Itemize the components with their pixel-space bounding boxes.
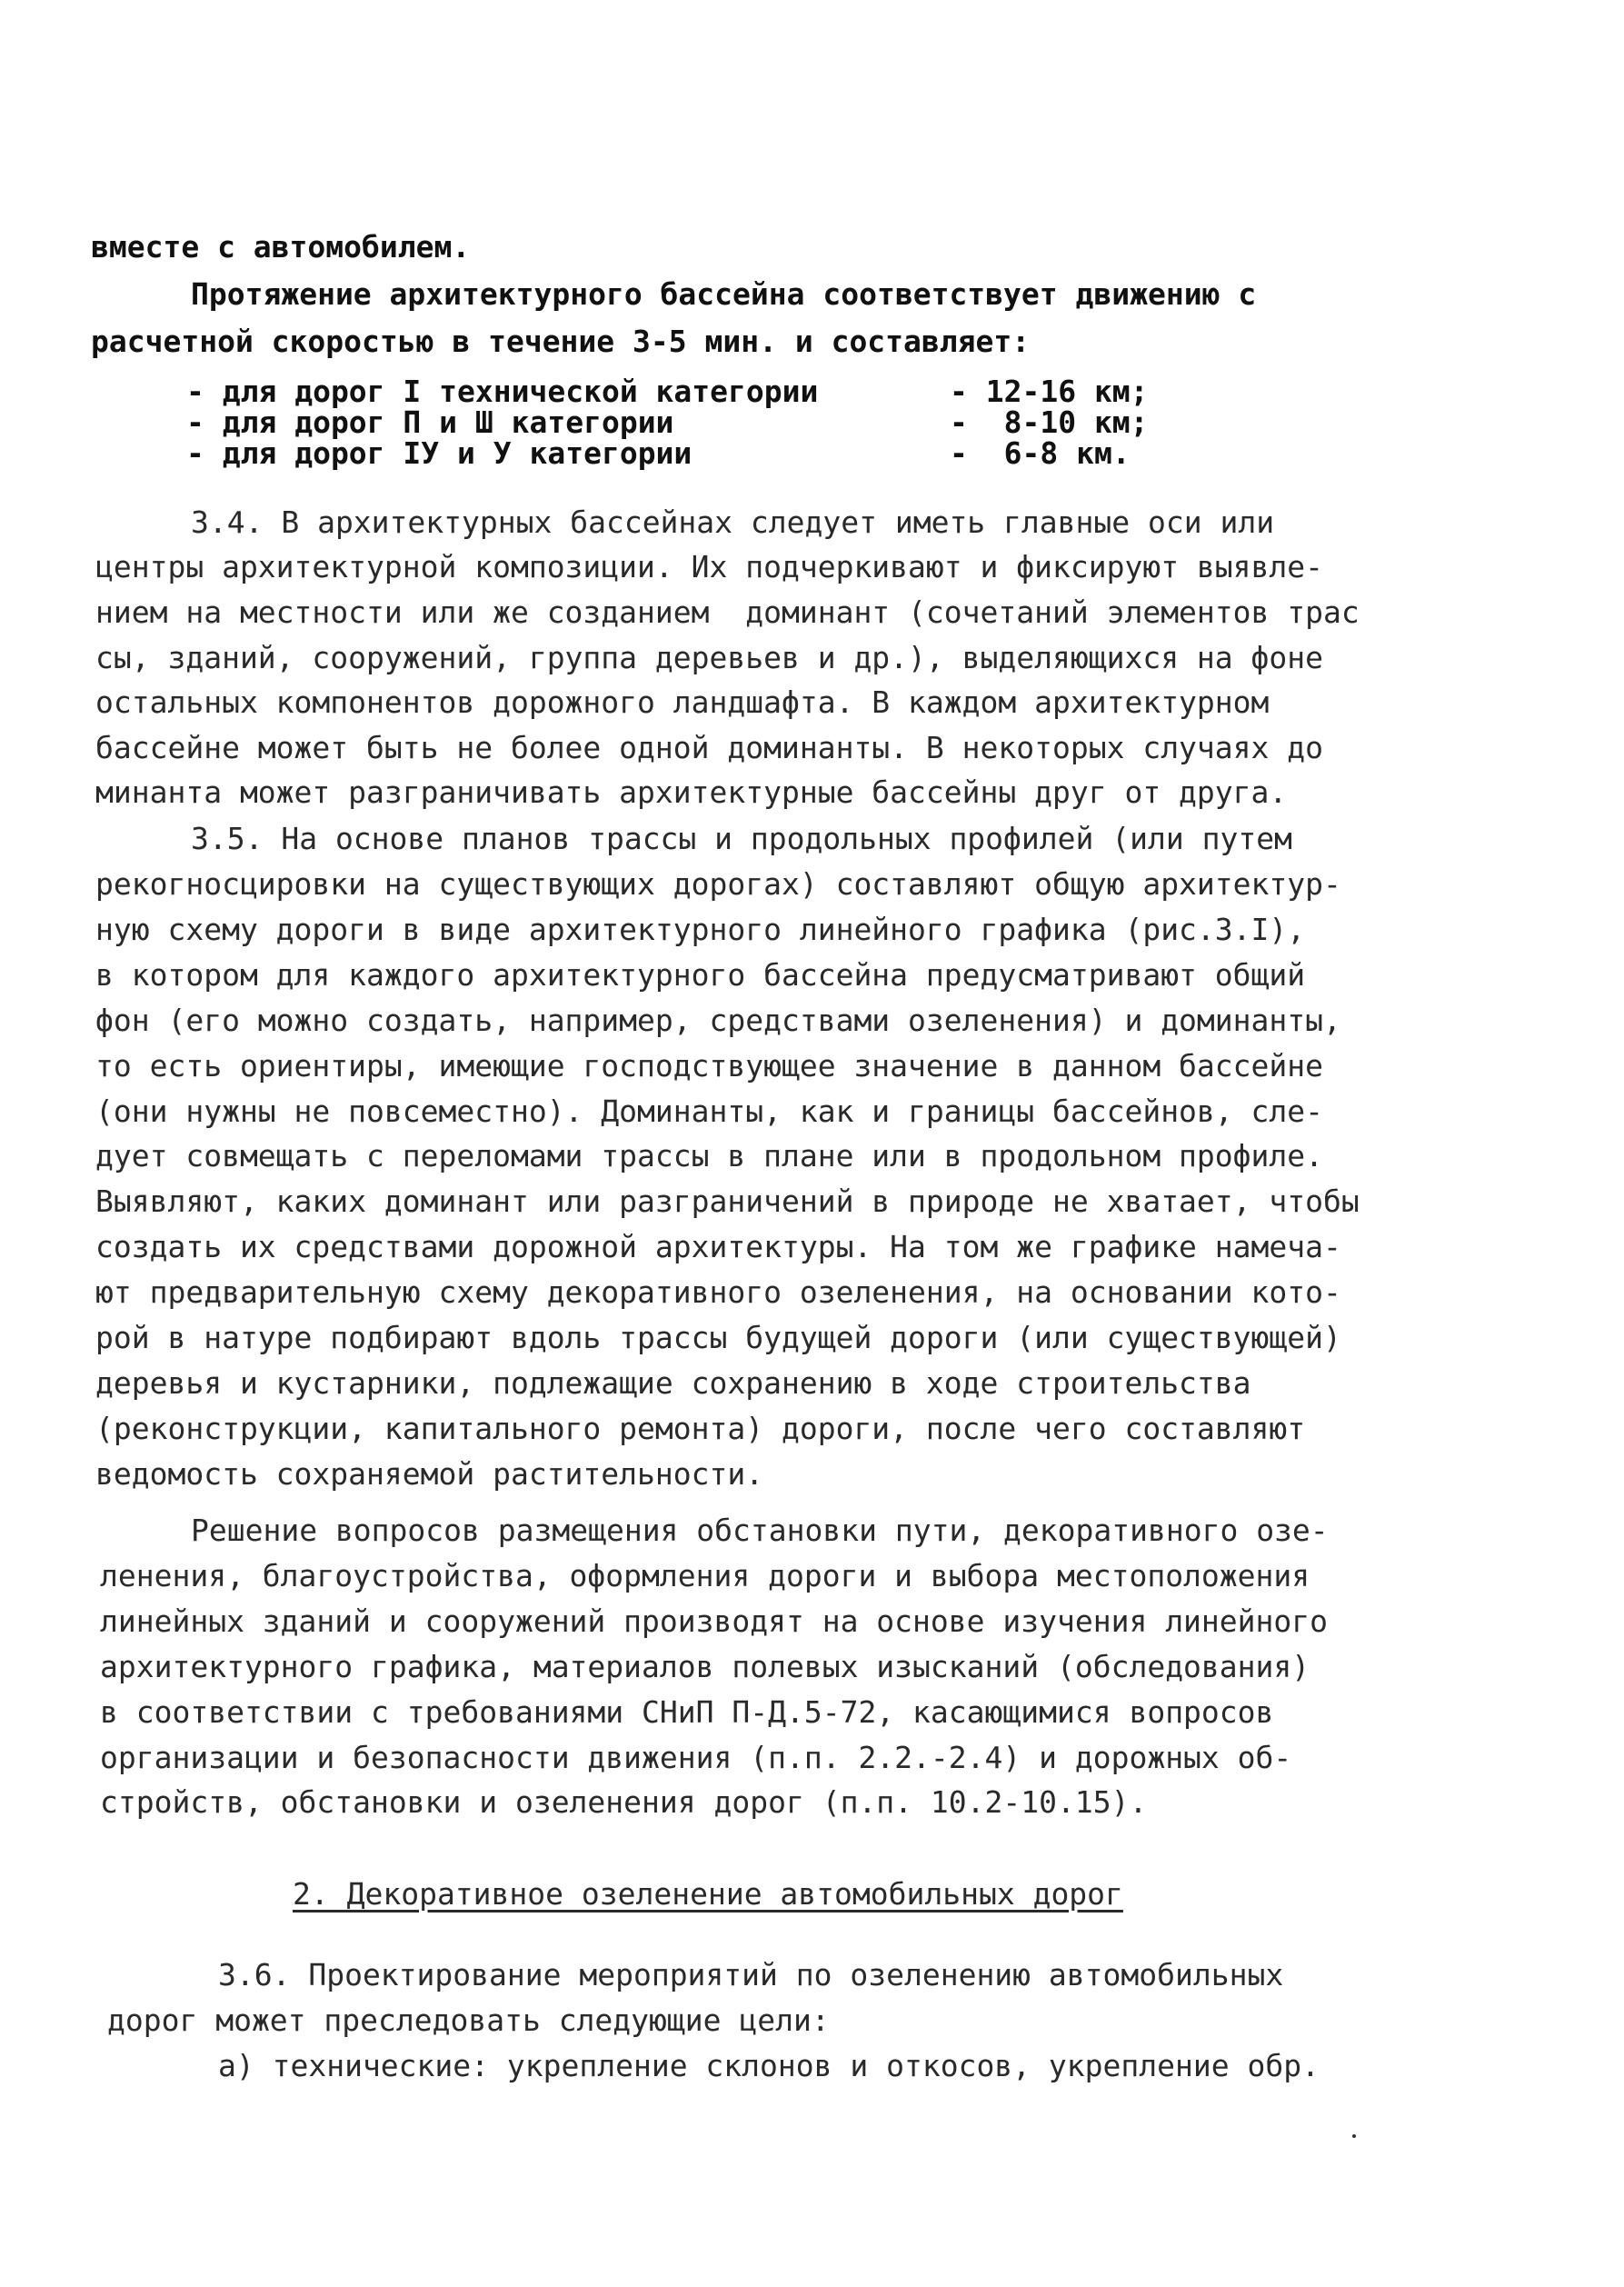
text-line: а) технические: укрепление склонов и откосов, укрепление обр. xyxy=(218,2048,1320,2083)
text-line: в соответствии с требованиями СНиП П-Д.5-72, касающимися вопросов xyxy=(100,1694,1274,1730)
text-line: Решение вопросов размещения обстановки пути, декоративного озе- xyxy=(191,1513,1329,1548)
text-line: создать их средствами дорожной архитектуры. На том же графике намеча- xyxy=(95,1229,1341,1264)
text-line: остальных компонентов дорожного ландшафта. В каждом архитектурном xyxy=(95,684,1270,720)
list-item-label: - для дорог I технической категории xyxy=(186,374,819,409)
text-line: рой в натуре подбирают вдоль трассы будущей дороги (или существующей) xyxy=(95,1320,1341,1355)
text-line: ленения, благоустройства, оформления дороги и выбора местоположения xyxy=(100,1558,1310,1593)
text-line: 3.6. Проектирование мероприятий по озеленению автомобильных xyxy=(218,1957,1284,1992)
list-item-value: - 6-8 км. xyxy=(950,435,1131,471)
text-line: ют предварительную схему декоративного озеленения, на основании кото- xyxy=(95,1274,1341,1310)
text-line: нием на местности или же созданием доминант (сочетаний элементов трас xyxy=(95,594,1360,630)
text-line: фон (его можно создать, например, средствами озеленения) и доминанты, xyxy=(95,1003,1341,1038)
text-line: в котором для каждого архитектурного бассейна предусматривают общий xyxy=(95,957,1306,993)
text-line: (реконструкции, капитального ремонта) дороги, после чего составляют xyxy=(95,1411,1306,1446)
text-line: стройств, обстановки и озеленения дорог (п.п. 10.2-10.15). xyxy=(100,1784,1148,1820)
text-line: расчетной скоростью в течение 3-5 мин. и составляет: xyxy=(91,324,1031,359)
text-line: центры архитектурной композиции. Их подчеркивают и фиксируют выявле- xyxy=(95,549,1324,584)
text-line: дорог может преследовать следующие цели: xyxy=(107,2002,830,2038)
text-line: архитектурного графика, материалов полевых изысканий (обследования) xyxy=(100,1649,1310,1684)
list-item-label: - для дорог IУ и У категории xyxy=(186,435,692,471)
list-item-value: - 12-16 км; xyxy=(950,374,1149,409)
text-line: сы, зданий, сооружений, группа деревьев и др.), выделяющихся на фоне xyxy=(95,640,1324,675)
text-line: 3.4. В архитектурных бассейнах следует иметь главные оси или xyxy=(191,504,1275,540)
text-line: ведомость сохраняемой растительности. xyxy=(95,1456,764,1492)
list-item-label: - для дорог П и Ш категории xyxy=(186,404,674,440)
text-line: организации и безопасности движения (п.п. 2.2.-2.4) и дорожных об- xyxy=(100,1740,1292,1775)
text-line: линейных зданий и сооружений производят на основе изучения линейного xyxy=(100,1603,1329,1639)
scan-speck xyxy=(1352,2134,1356,2138)
text-line: рекогносцировки на существующих дорогах) составляют общую архитектур- xyxy=(95,866,1341,902)
text-line: то есть ориентиры, имеющие господствующее значение в данном бассейне xyxy=(95,1048,1324,1084)
section-heading: 2. Декоративное озеленение автомобильных дорог xyxy=(293,1876,1123,1912)
text-line: (они нужны не повсеместно). Доминанты, как и границы бассейнов, сле- xyxy=(95,1094,1324,1129)
text-line: бассейне может быть не более одной доминанты. В некоторых случаях до xyxy=(95,730,1324,765)
text-line: Протяжение архитектурного бассейна соответствует движению с xyxy=(191,276,1257,312)
text-line: ную схему дороги в виде архитектурного линейного графика (рис.3.I), xyxy=(95,912,1306,947)
list-item-value: - 8-10 км; xyxy=(950,404,1149,440)
text-line: 3.5. На основе планов трассы и продольных профилей (или путем xyxy=(191,821,1292,856)
text-line: вместе с автомобилем. xyxy=(91,229,471,265)
text-line: дует совмещать с переломами трассы в плане или в продольном профиле. xyxy=(95,1138,1324,1173)
text-line: деревья и кустарники, подлежащие сохранению в ходе строительства xyxy=(95,1365,1251,1401)
text-line: минанта может разграничивать архитектурные бассейны друг от друга. xyxy=(95,774,1288,810)
text-line: Выявляют, каких доминант или разграничений в природе не хватает, чтобы xyxy=(95,1183,1360,1219)
